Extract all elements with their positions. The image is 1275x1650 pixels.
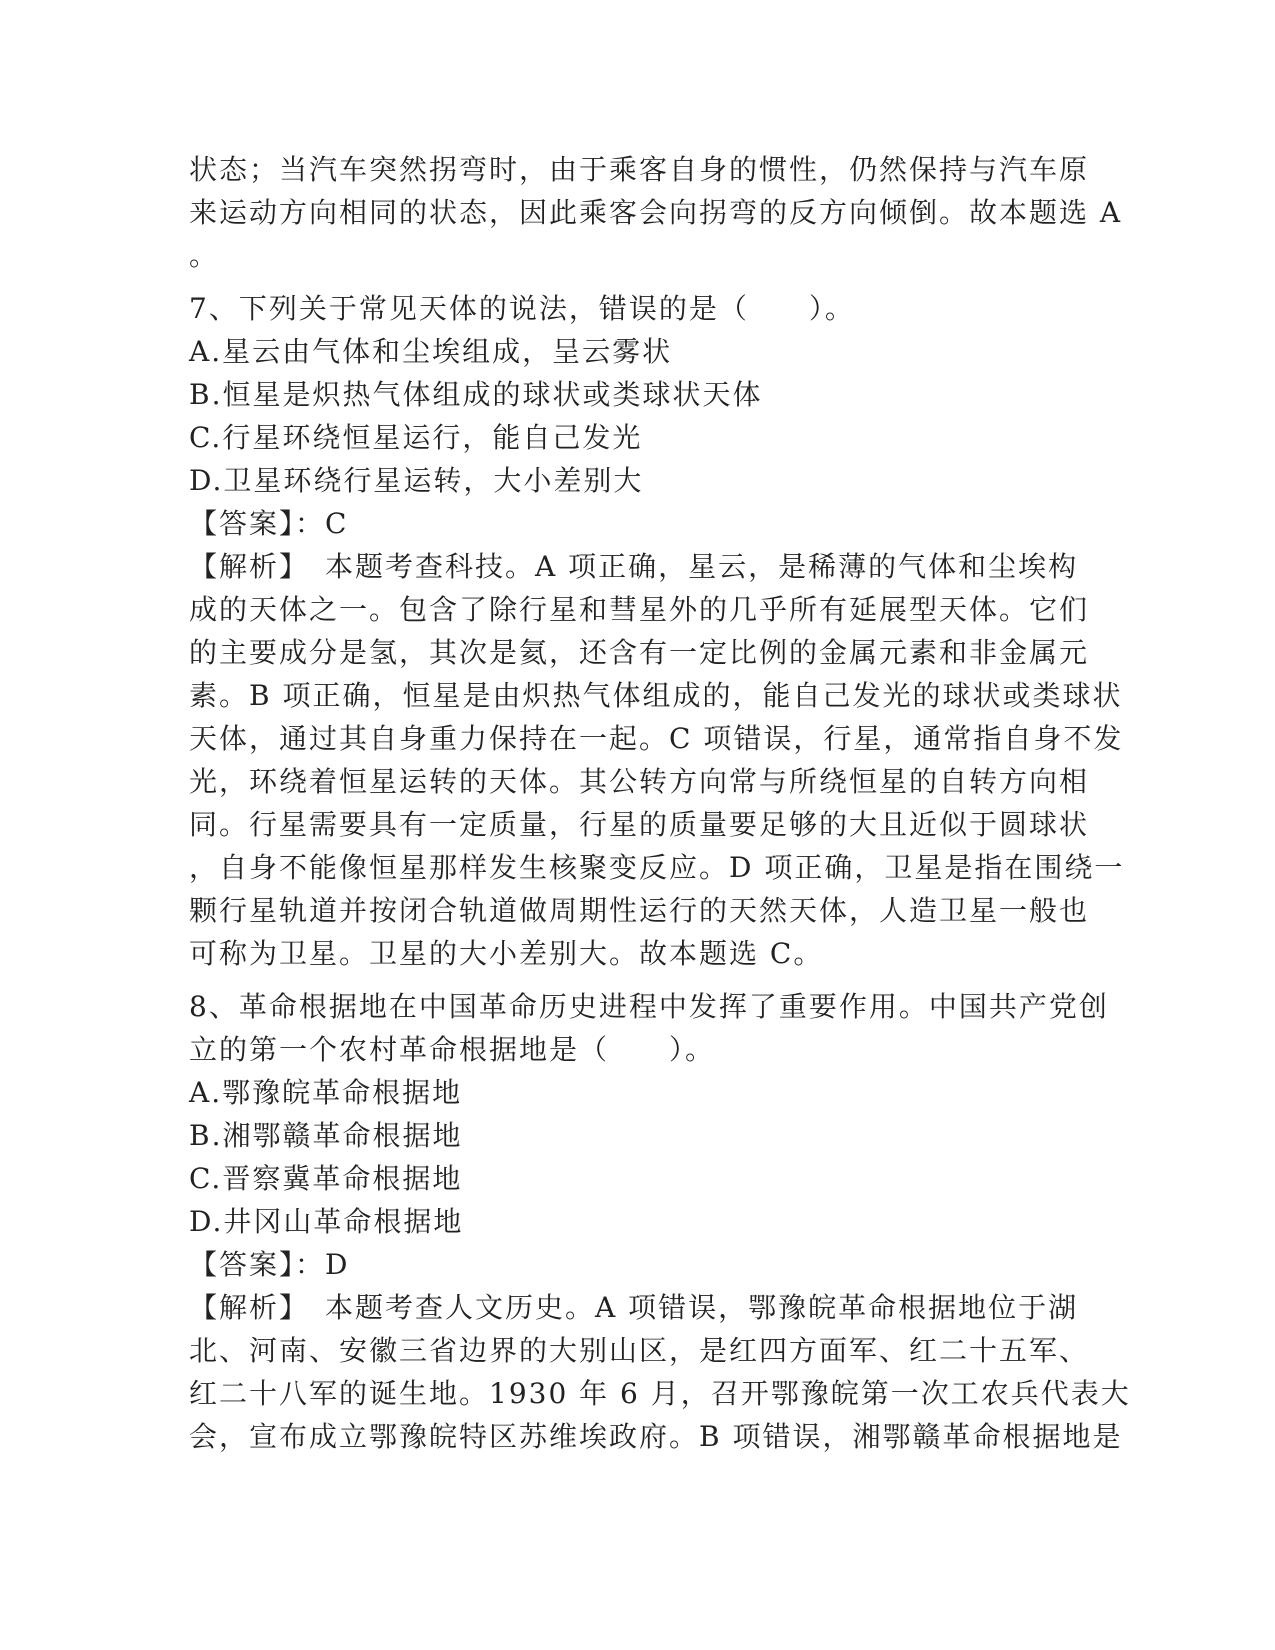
question-7-analysis-line: 同。行星需要具有一定质量，行星的质量要足够的大且近似于圆球状 <box>189 808 1090 841</box>
question-7-answer: 【答案】：C <box>189 507 349 540</box>
question-7-analysis-line: 颗行星轨道并按闭合轨道做周期性运行的天然天体，人造卫星一般也 <box>189 894 1090 927</box>
question-8-analysis-line: 北、河南、安徽三省边界的大别山区，是红四方面军、红二十五军、 <box>189 1334 1090 1367</box>
question-7-analysis-line: 光，环绕着恒星运转的天体。其公转方向常与所绕恒星的自转方向相 <box>189 765 1090 798</box>
prev-explanation-line: 状态；当汽车突然拐弯时，由于乘客自身的惯性，仍然保持与汽车原 <box>189 153 1090 186</box>
question-8-answer: 【答案】：D <box>189 1248 350 1281</box>
question-8-analysis-line: 红二十八军的诞生地。1930 年 6 月，召开鄂豫皖第一次工农兵代表大 <box>189 1377 1131 1410</box>
question-8-option-a: A.鄂豫皖革命根据地 <box>189 1076 463 1109</box>
question-8-analysis-line: 【解析】 本题考查人文历史。A 项错误，鄂豫皖革命根据地位于湖 <box>189 1291 1079 1324</box>
question-7-analysis-line: 天体，通过其自身重力保持在一起。C 项错误，行星，通常指自身不发 <box>189 722 1124 755</box>
question-7-analysis-line: ，自身不能像恒星那样发生核聚变反应。D 项正确，卫星是指在围绕一 <box>189 851 1125 884</box>
question-8-stem: 8、革命根据地在中国革命历史进程中发挥了重要作用。中国共产党创 <box>189 990 1109 1023</box>
page-content <box>189 148 1131 1458</box>
question-7-stem: 7、下列关于常见天体的说法，错误的是（ ）。 <box>189 292 855 325</box>
question-7-option-c: C.行星环绕恒星运行，能自己发光 <box>189 421 643 454</box>
question-8-option-c: C.晋察冀革命根据地 <box>189 1162 463 1195</box>
question-7-option-a: A.星云由气体和尘埃组成，呈云雾状 <box>189 335 673 368</box>
question-8-analysis-line: 会，宣布成立鄂豫皖特区苏维埃政府。B 项错误，湘鄂赣革命根据地是 <box>189 1420 1123 1453</box>
question-7-analysis-line: 成的天体之一。包含了除行星和彗星外的几乎所有延展型天体。它们 <box>189 593 1090 626</box>
question-7-option-d: D.卫星环绕行星运转，大小差别大 <box>189 464 644 497</box>
question-7-analysis-line: 素。B 项正确，恒星是由炽热气体组成的，能自己发光的球状或类球状 <box>189 679 1123 712</box>
question-8-option-b: B.湘鄂赣革命根据地 <box>189 1119 463 1152</box>
question-8-stem: 立的第一个农村革命根据地是（ ）。 <box>189 1033 716 1066</box>
question-7-analysis-line: 【解析】 本题考查科技。A 项正确，星云，是稀薄的气体和尘埃构 <box>189 550 1079 583</box>
question-7-analysis-line: 可称为卫星。卫星的大小差别大。故本题选 C。 <box>189 937 824 970</box>
question-8-option-d: D.井冈山革命根据地 <box>189 1205 464 1238</box>
prev-explanation-line: 来运动方向相同的状态，因此乘客会向拐弯的反方向倾倒。故本题选 A <box>189 196 1123 229</box>
question-7-option-b: B.恒星是炽热气体组成的球状或类球状天体 <box>189 378 763 411</box>
prev-explanation-line: 。 <box>189 239 220 272</box>
question-7-analysis-line: 的主要成分是氢，其次是氦，还含有一定比例的金属元素和非金属元 <box>189 636 1090 669</box>
